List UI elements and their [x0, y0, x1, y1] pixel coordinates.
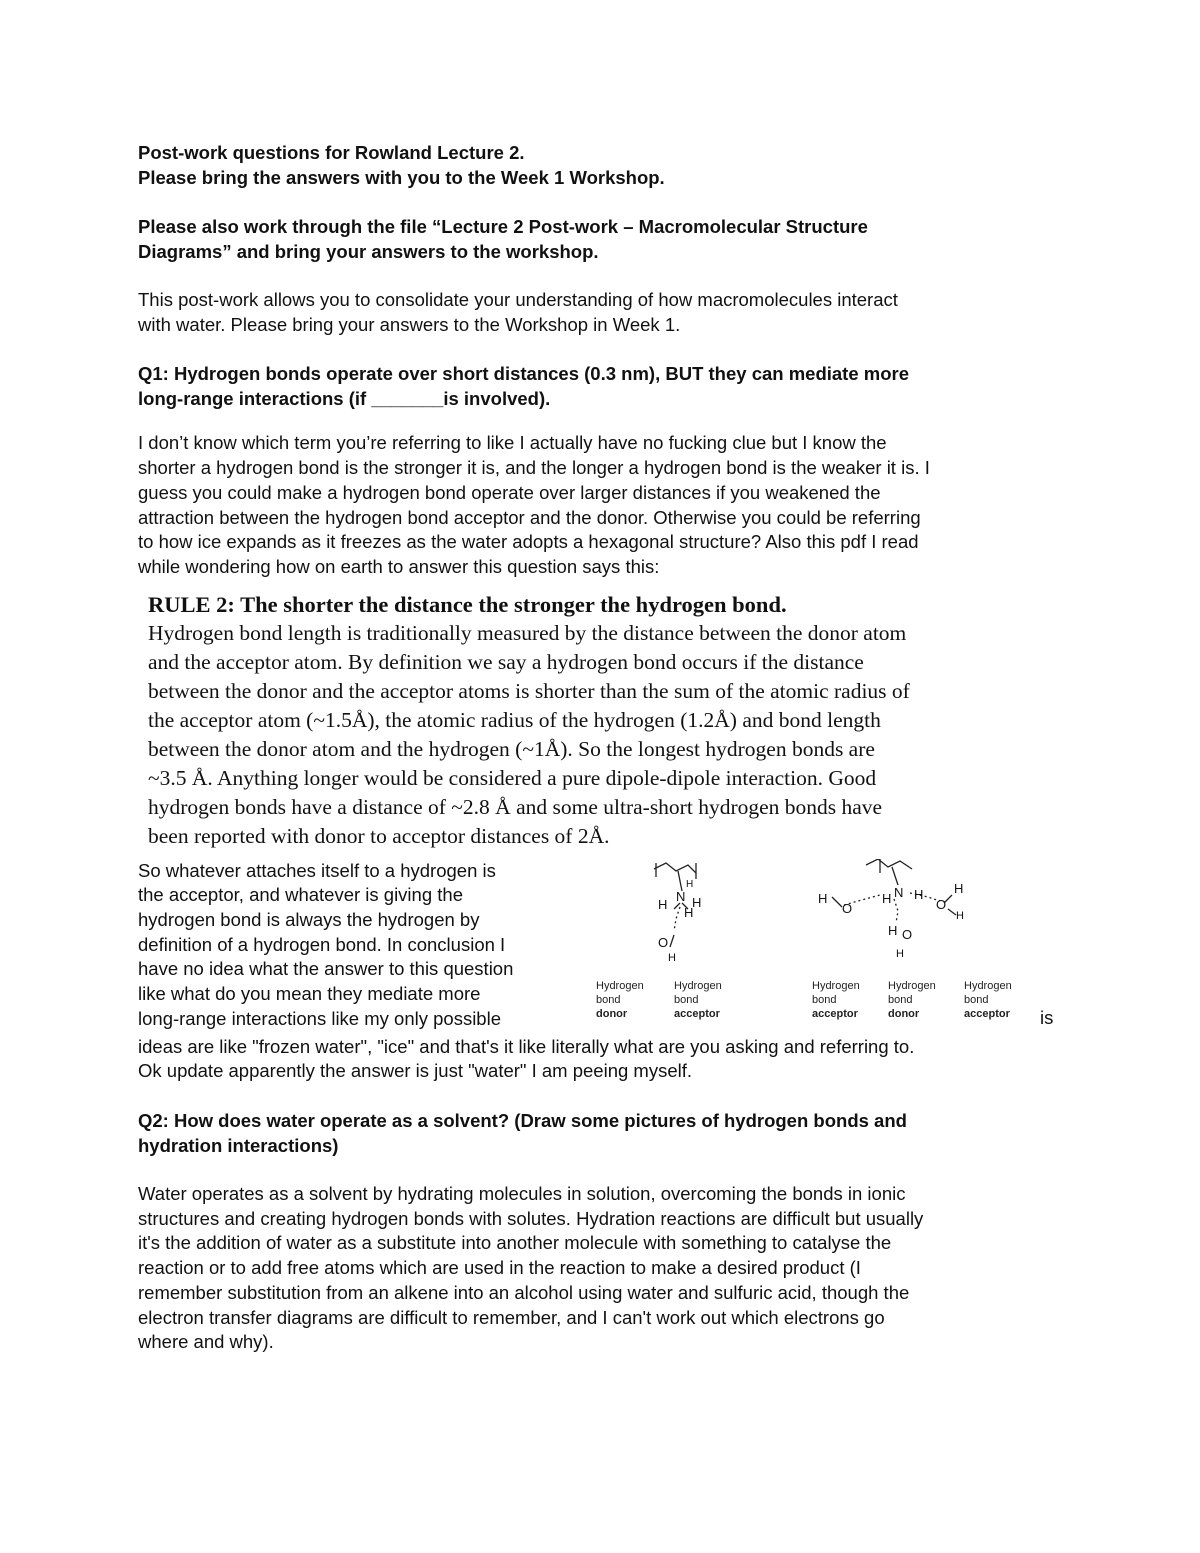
- diagram-label: donor: [596, 1007, 628, 1020]
- diagram-atom: H: [692, 894, 702, 910]
- diagram-atom: O: [902, 926, 913, 942]
- q1-answer-line: to how ice expands as it freezes as the water adopts a hexagonal structure? Also this pdf I read: [138, 531, 919, 553]
- flow-line: like what do you mean they mediate more: [138, 983, 481, 1005]
- tail-line: Ok update apparently the answer is just "water" I am peeing myself.: [138, 1060, 693, 1082]
- q1-answer-line: guess you could make a hydrogen bond operate over larger distances if you weakened the: [138, 481, 881, 503]
- flow-is-word: is: [1040, 1006, 1054, 1028]
- diagram-atom: N: [894, 884, 904, 900]
- diagram-atom: H: [686, 878, 694, 890]
- diagram-label: acceptor: [674, 1007, 720, 1020]
- header-line-2: Please bring the answers with you to the Week 1 Workshop.: [138, 167, 665, 188]
- diagram-atom: H: [658, 896, 668, 912]
- q1-question-line-1: Q1: Hydrogen bonds operate over short distances (0.3 nm), BUT they can mediate more: [138, 363, 910, 385]
- diagram-atom: H: [914, 886, 924, 902]
- q2-answer: [138, 1182, 1063, 1355]
- q1-question-line-2: long-range interactions (if _______is involved).: [138, 388, 551, 410]
- q1-answer-line: shorter a hydrogen bond is the stronger it is, and the longer a hydrogen bond is the weaker it is. I: [138, 457, 930, 479]
- diagram-atom: O: [936, 896, 947, 912]
- q1-flow-section: [138, 859, 1063, 1109]
- q1-answer-line: while wondering how on earth to answer this question says this:: [138, 555, 660, 577]
- q2-answer-line: remember substitution from an alkene into an alcohol using water and sulfuric acid, though the: [138, 1281, 910, 1303]
- diagram-label: Hydrogen: [888, 979, 936, 992]
- diagram-label: bond: [964, 993, 989, 1006]
- diagram-bond: [892, 867, 898, 885]
- q1-answer-line: I don’t know which term you’re referring to like I actually have no fucking clue but I know the: [138, 432, 887, 454]
- hydrogen-bond-diagram: [596, 859, 1056, 1099]
- q2-answer-line: electron transfer diagrams are difficult to remember, and I can't work out which electrons go: [138, 1306, 885, 1328]
- q2-answer-line: structures and creating hydrogen bonds with solutes. Hydration reactions are difficult but usually: [138, 1207, 924, 1229]
- diagram-bond: [670, 935, 674, 947]
- excerpt-line: ~3.5 Å. Anything longer would be considered a pure dipole-dipole interaction. Good: [148, 765, 877, 790]
- diagram-atom: H: [896, 947, 904, 960]
- q1-answer: [138, 431, 1063, 579]
- diagram-atom: H: [668, 951, 676, 964]
- excerpt-line: been reported with donor to acceptor distances of 2Å.: [148, 823, 610, 848]
- header-line-1: Post-work questions for Rowland Lecture 2.: [138, 142, 525, 163]
- diagram-atom: O: [658, 934, 669, 950]
- diagram-atom: H: [882, 890, 892, 906]
- q2-answer-line: where and why).: [138, 1331, 274, 1353]
- diagram-label: acceptor: [812, 1007, 858, 1020]
- diagram-hbond-dashed: [894, 899, 898, 923]
- diagram-label: bond: [596, 993, 621, 1006]
- q2-answer-line: it's the addition of water as a substitute into another molecule with something to catalyse the: [138, 1232, 892, 1254]
- header-line-3: Please also work through the file “Lecture 2 Post-work – Macromolecular Structure: [138, 216, 868, 237]
- diagram-atom: H: [956, 909, 964, 922]
- flow-line: hydrogen bond is always the hydrogen by: [138, 909, 480, 931]
- q2-question-line-2: hydration interactions): [138, 1135, 339, 1157]
- pdf-excerpt: [148, 590, 1048, 851]
- q2-answer-line: Water operates as a solvent by hydrating molecules in solution, overcoming the bonds in ionic: [138, 1183, 906, 1205]
- diagram-bond: [678, 871, 682, 891]
- q2-question-line-1: Q2: How does water operate as a solvent? (Draw some pictures of hydrogen bonds and: [138, 1110, 907, 1132]
- excerpt-line: hydrogen bonds have a distance of ~2.8 Å and some ultra-short hydrogen bonds have: [148, 794, 883, 819]
- header-line-4: Diagrams” and bring your answers to the workshop.: [138, 241, 599, 262]
- q1-answer-line: attraction between the hydrogen bond acceptor and the donor. Otherwise you could be referring: [138, 506, 921, 528]
- document-page: [138, 140, 1063, 1355]
- intro-line-2: with water. Please bring your answers to the Workshop in Week 1.: [138, 313, 681, 335]
- diagram-bond: [654, 863, 696, 873]
- diagram-atom: H: [954, 880, 964, 896]
- intro-line-1: This post-work allows you to consolidate your understanding of how macromolecules interact: [138, 289, 898, 310]
- excerpt-line: between the donor and the acceptor atoms is shorter than the sum of the atomic radius of: [148, 678, 910, 703]
- diagram-label: acceptor: [964, 1007, 1010, 1020]
- diagram-atom: H: [818, 890, 828, 906]
- tail-line: ideas are like "frozen water", "ice" and that's it like literally what are you asking and referring to.: [138, 1035, 915, 1057]
- diagram-bond: [866, 859, 912, 869]
- flow-line: have no idea what the answer to this question: [138, 958, 514, 980]
- flow-line: long-range interactions like my only possible: [138, 1007, 501, 1029]
- diagram-label: donor: [888, 1007, 920, 1020]
- q2-answer-line: reaction or to add free atoms which are used in the reaction to make a desired product (I: [138, 1257, 861, 1279]
- excerpt-line: the acceptor atom (~1.5Å), the atomic radius of the hydrogen (1.2Å) and bond length: [148, 707, 881, 732]
- diagram-label: Hydrogen: [596, 979, 644, 992]
- diagram-label: Hydrogen: [812, 979, 860, 992]
- excerpt-line: between the donor atom and the hydrogen (~1Å). So the longest hydrogen bonds are: [148, 736, 875, 761]
- diagram-atom: H: [888, 922, 898, 938]
- excerpt-rule: RULE 2: The shorter the distance the stronger the hydrogen bond.: [148, 591, 787, 617]
- diagram-atom: O: [842, 900, 853, 916]
- diagram-hbond-dashed: [674, 907, 680, 931]
- diagram-label: Hydrogen: [674, 979, 722, 992]
- excerpt-line: Hydrogen bond length is traditionally measured by the distance between the donor atom: [148, 620, 907, 645]
- flow-line: the acceptor, and whatever is giving the: [138, 884, 463, 906]
- flow-line: So whatever attaches itself to a hydrogen is: [138, 859, 496, 881]
- excerpt-line: and the acceptor atom. By definition we say a hydrogen bond occurs if the distance: [148, 649, 864, 674]
- diagram-label: bond: [888, 993, 913, 1006]
- diagram-atom: H: [684, 904, 694, 920]
- flow-line: definition of a hydrogen bond. In conclusion I: [138, 933, 506, 955]
- diagram-label: bond: [674, 993, 699, 1006]
- diagram-label: bond: [812, 993, 837, 1006]
- q1-flow-text: [138, 859, 588, 1032]
- diagram-atom: N: [676, 888, 686, 904]
- diagram-label: Hydrogen: [964, 979, 1012, 992]
